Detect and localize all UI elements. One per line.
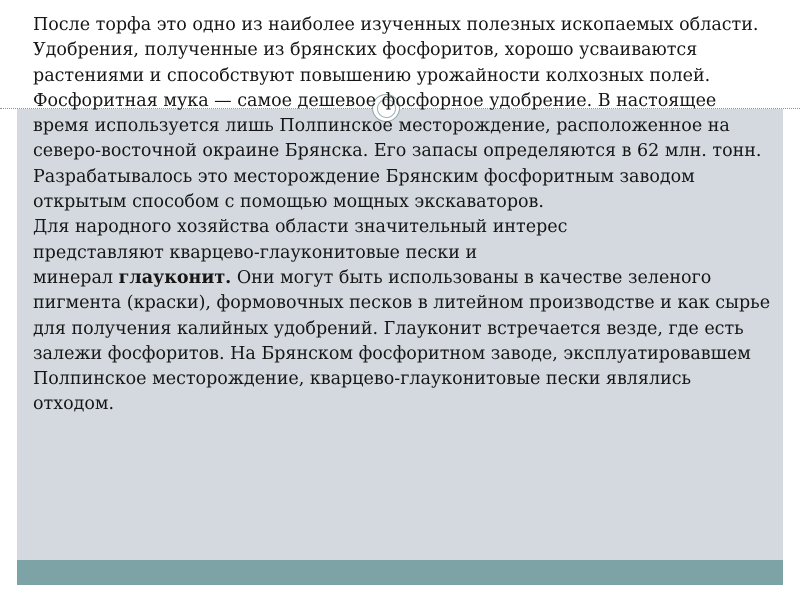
paragraph-glauconite-line-3-start: минерал [33, 267, 119, 288]
paragraph-glauconite-line-1: Для народного хозяйства области значительный интерес [33, 217, 568, 238]
slide-text [33, 13, 773, 418]
paragraph-glauconite-line-2: представляют кварцево-глауконитовые пески и [33, 242, 478, 263]
footer-band [17, 560, 783, 585]
paragraph-phosphorites: После торфа это одно из наиболее изученных полезных ископаемых области. Удобрения, полученные из брянских фосфоритов, хорошо усваиваются растениями и способствуют повышению урожайности колхозных полей. Фосфоритная мука — самое дешевое фосфорное удобрение. В настоящее время используется лишь Полпинское месторождение, расположенное на северо-восточной окраине Брянска. Его запасы определяются в 62 млн. тонн. Разрабатывалось это месторождение Брянским фосфоритным заводом открытым способом с помощью мощных экскаваторов. [33, 15, 762, 213]
paragraph-glauconite-rest: Они могут быть использованы в качестве зеленого пигмента (краски), формовочных песков в литейном производстве и как сырье для получения калийных удобрений. Глауконит встречается везде, где есть залежи фосфоритов. На Брянском фосфоритном заводе, эксплуатировавшем Полпинское месторождение, кварцево-глауконитовые пески являлись отходом. [33, 267, 771, 415]
glauconite-bold-term: глауконит. [118, 267, 232, 288]
paragraph-glauconite [33, 215, 773, 417]
